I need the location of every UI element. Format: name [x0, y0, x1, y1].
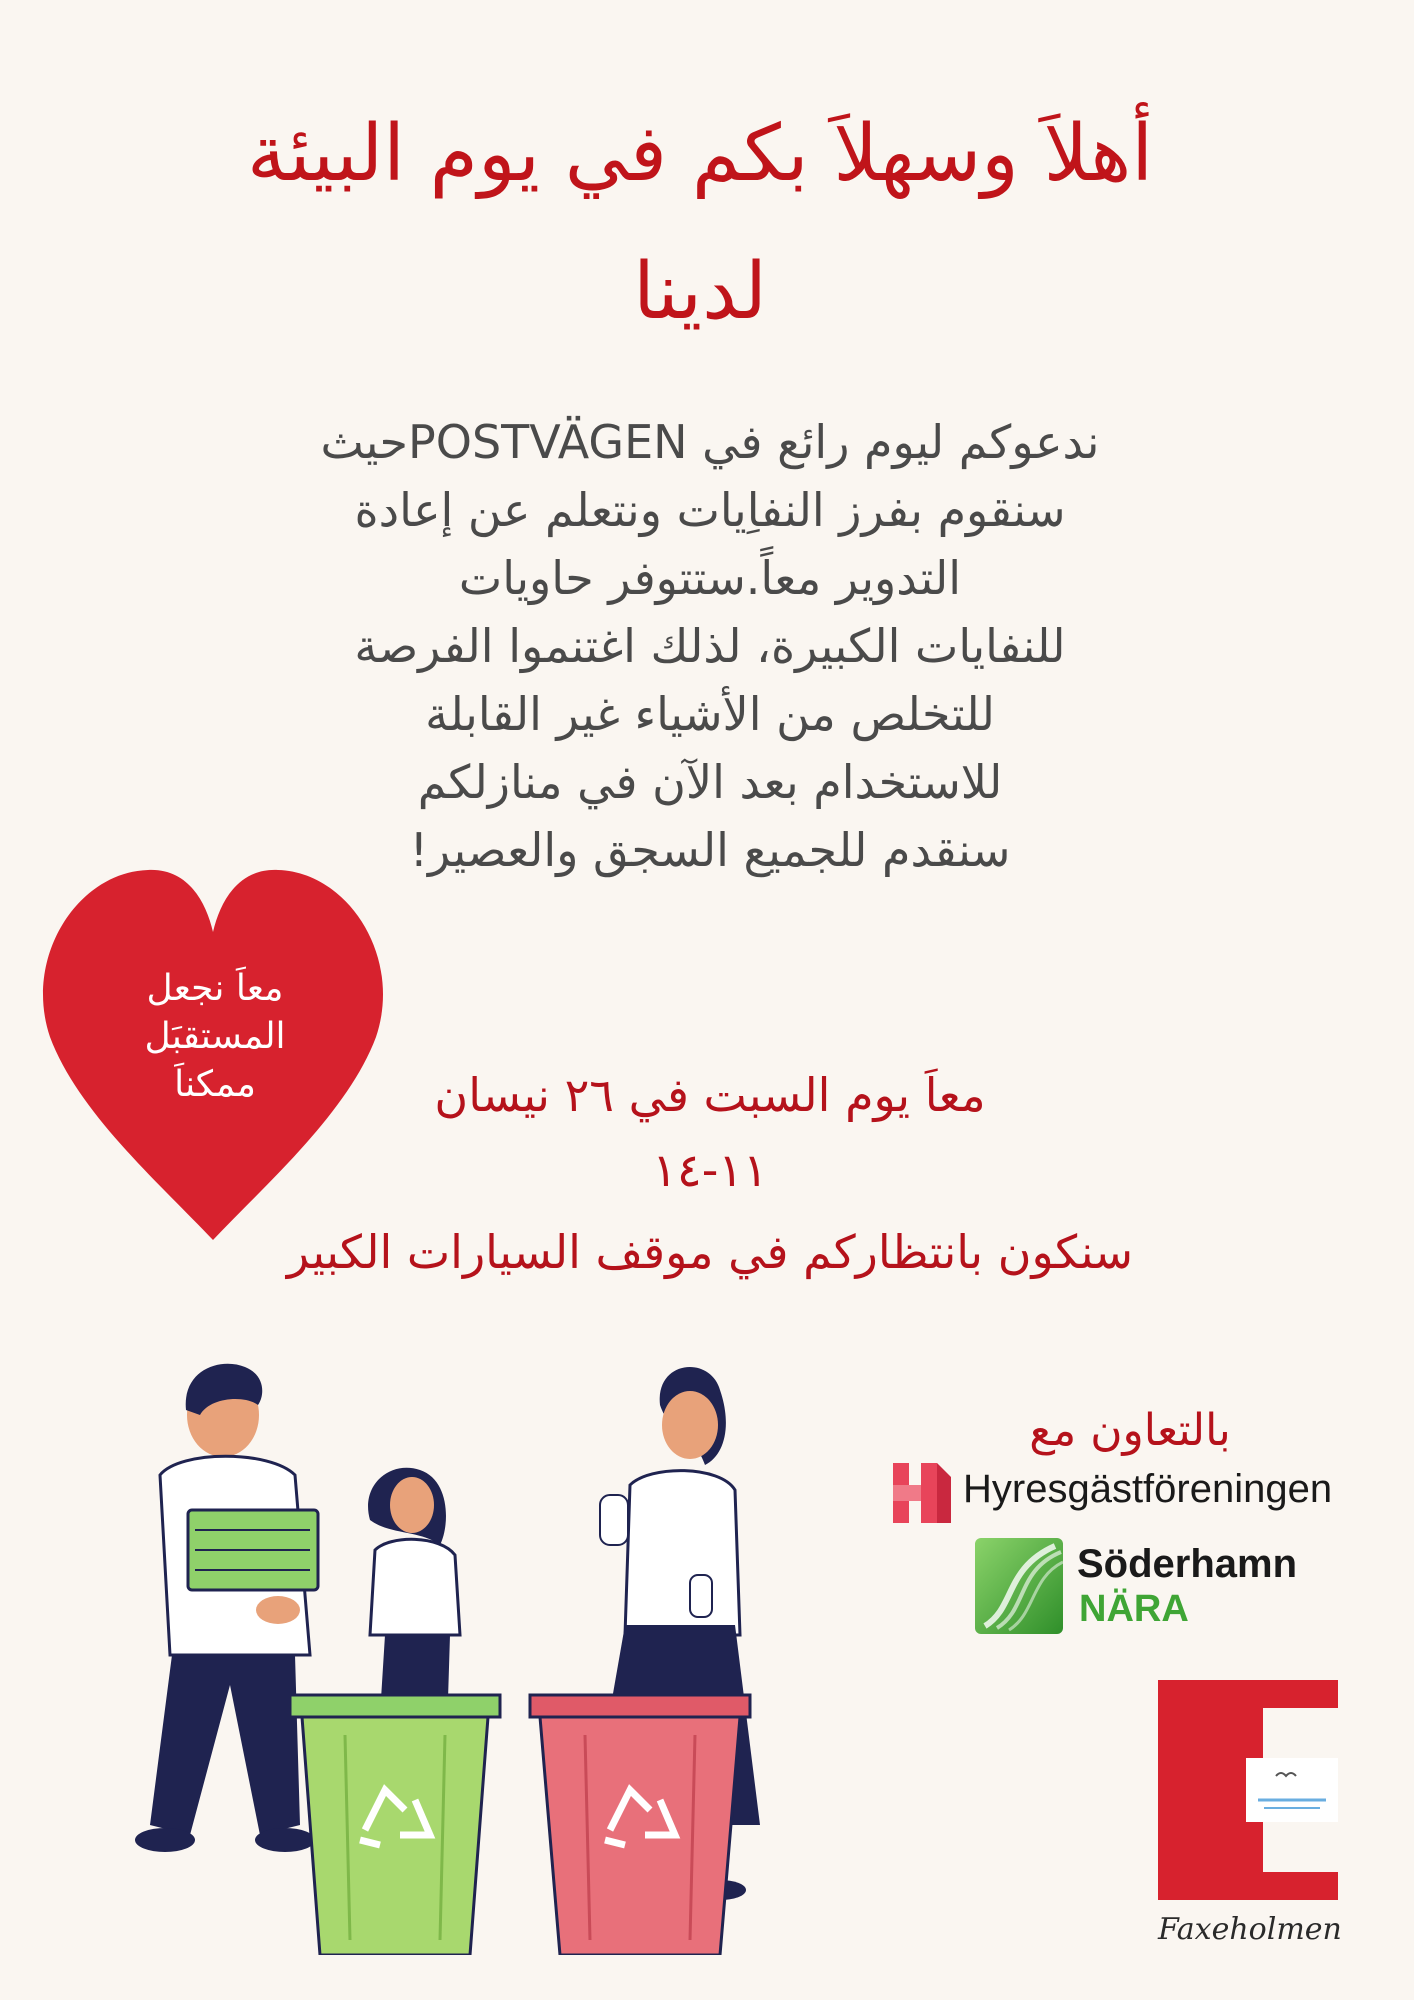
green-bin	[290, 1695, 500, 1955]
soderhamn-mark-icon	[975, 1538, 1063, 1634]
recycling-family-illustration	[120, 1355, 840, 1955]
soderhamn-name: Söderhamn	[1077, 1542, 1298, 1586]
body-line: سنقدم للجميع السجق والعصير!	[409, 823, 1011, 877]
title-line-1: أهلاَ وسهلاَ بكم في يوم البيئة	[247, 109, 1153, 199]
red-bin	[530, 1695, 750, 1955]
body-line: التدوير معاً.ستتوفر حاويات	[458, 551, 962, 605]
faxeholmen-mark-icon	[1158, 1680, 1338, 1900]
page-title	[100, 85, 1300, 361]
event-place: سنكون بانتظاركم في موقف السيارات الكبير	[286, 1225, 1134, 1279]
hyresgast-name: Hyresgästföreningen	[963, 1467, 1333, 1511]
body-line: ندعوكم ليوم رائع في POSTVÄGENحيث	[320, 415, 1100, 469]
heart-line: معاَ نجعل	[146, 968, 284, 1009]
hyresgast-mark-icon	[893, 1463, 951, 1523]
body-line: للتخلص من الأشياء غير القابلة	[425, 687, 995, 741]
faxeholmen-logo	[1158, 1680, 1342, 1965]
hyresgastforeningen-logo	[893, 1463, 1373, 1523]
man-figure	[135, 1364, 318, 1852]
title-line-2: لدينا	[633, 247, 767, 337]
body-line: للنفايات الكبيرة، لذلك اغتنموا الفرصة	[354, 619, 1066, 673]
heart-line: ممكناَ	[174, 1064, 256, 1105]
body-line: للاستخدام بعد الآن في منازلكم	[417, 755, 1003, 809]
faxeholmen-name: Faxeholmen	[1158, 1912, 1342, 1947]
invitation-text	[180, 408, 1240, 884]
body-line: سنقوم بفرز النفاِيات ونتعلم عن إعادة	[354, 483, 1066, 537]
soderhamn-nara-logo	[975, 1538, 1298, 1638]
heart-line: المستقبَل	[144, 1016, 286, 1057]
event-time: ١١-١٤	[652, 1143, 768, 1197]
partners-heading: بالتعاون مع	[1029, 1405, 1231, 1456]
event-date: معاَ يوم السبت في ٢٦ نيسان	[434, 1068, 986, 1122]
soderhamn-sub: NÄRA	[1079, 1588, 1189, 1630]
